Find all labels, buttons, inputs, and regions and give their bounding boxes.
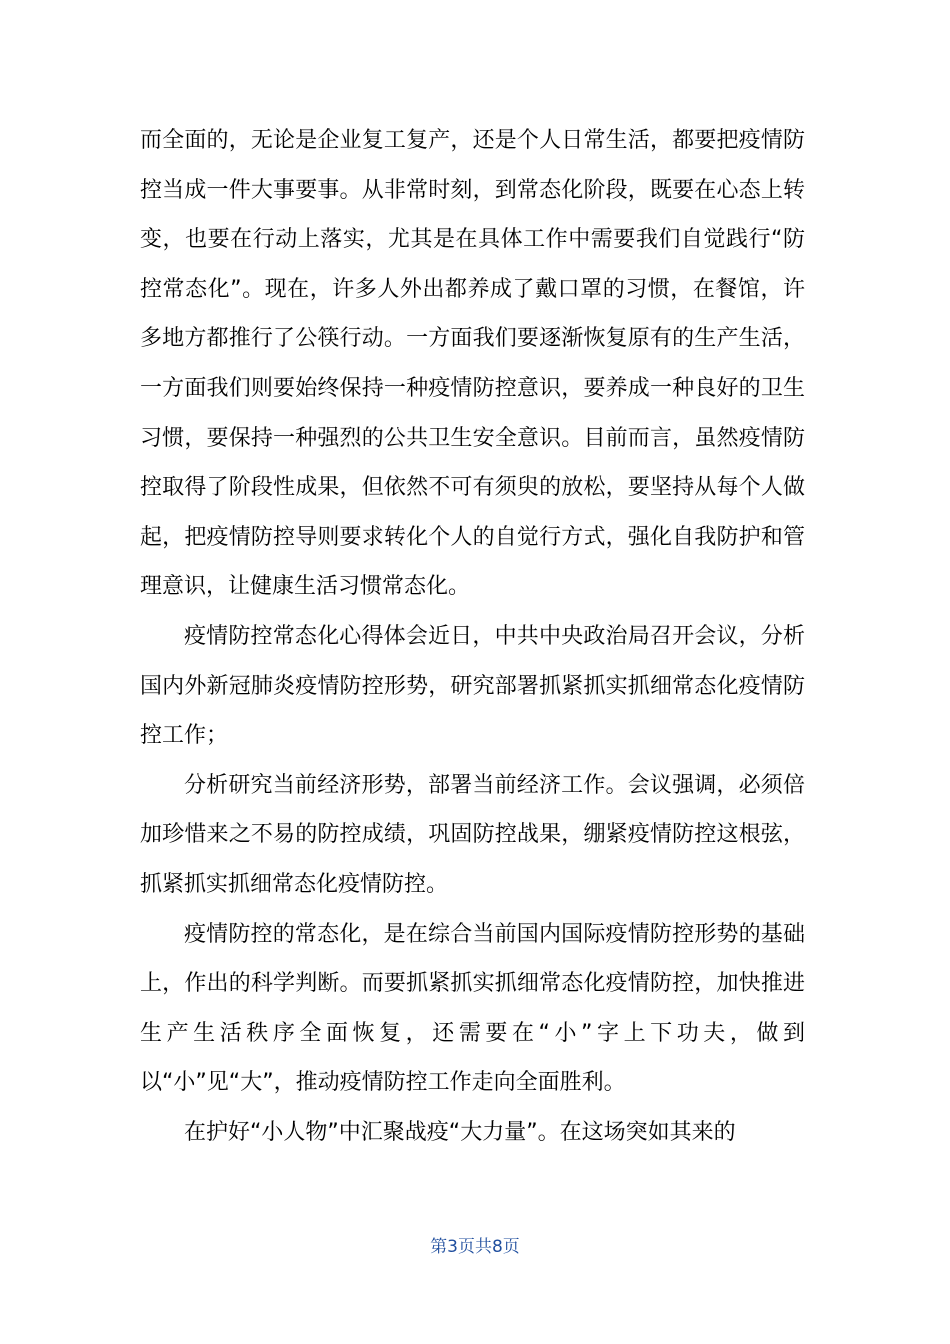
paragraph-5: 在护好“小人物”中汇聚战疫“大力量”。在这场突如其来的 [184, 1119, 736, 1145]
paragraph-3: 分析研究当前经济形势，部署当前经济工作。会议强调，必须倍加珍惜来之不易的防控成绩，巩固防控战果，绷紧疫情防控这根弦，抓紧抓实抓细常态化疫情防控。 [140, 772, 805, 897]
paragraph-1: 而全面的，无论是企业复工复产，还是个人日常生活，都要把疫情防控当成一件大事要事。从非常时刻，到常态化阶段，既要在心态上转变，也要在行动上落实，尤其是在具体工作中需要我们自觉践行“防控常态化”。现在，许多人外出都养成了戴口罩的习惯，在餐馆，许多地方都推行了公筷行动。一方面我们要逐渐恢复原有的生产生活，一方面我们则要始终保持一种疫情防控意识，要养成一种良好的卫生习惯，要保持一种强烈的公共卫生安全意识。目前而言，虽然疫情防控取得了阶段性成果，但依然不可有须臾的放松，要坚持从每个人做起，把疫情防控导则要求转化个人的自觉行方式，强化自我防护和管理意识，让健康生活习惯常态化。 [140, 128, 805, 600]
paragraph-4: 疫情防控的常态化，是在综合当前国内国际疫情防控形势的基础上，作出的科学判断。而要抓紧抓实抓细常态化疫情防控，加快推进生产生活秩序全面恢复，还需要在“小”字上下功夫，做到以“小”见“大”，推动疫情防控工作走向全面胜利。 [140, 921, 805, 1096]
paragraph-2: 疫情防控常态化心得体会近日，中共中央政治局召开会议，分析国内外新冠肺炎疫情防控形势，研究部署抓紧抓实抓细常态化疫情防控工作； [140, 623, 805, 749]
document-body [140, 116, 805, 1157]
page-number-footer: 第3页共8页 [430, 1237, 520, 1257]
